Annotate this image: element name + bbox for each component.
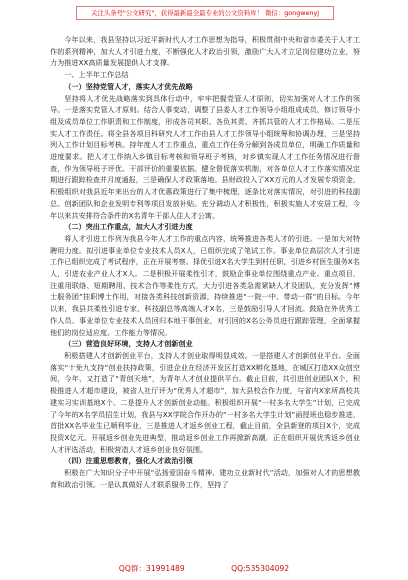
body-paragraph: 将人才引进工作列为我县今年人才工作的重点内容，统筹推进各类人才的引进。一是加大对特聘用力度。拟引进事业单位专业技术人员X人，已组织完成了笔试工作。事业单位高层次人才引进工作已组织完成了考试程序，正在开展考察。择优引进X名大学生到村任职，引进乡村医生服务X名人，引进农业产业人才X人。二是积极开展柔性引才，鼓励企事业单位围绕重点产业、重点项目，注重用联络、短期聘用、技术合作等柔性方式，大力引进各类急需紧缺人才及团队，充分发挥“博士服务团”挂职博士作用，对接各类科技创新资源，持续推进“一院一中、带动一群”的目标。今年以来，我县共柔性引进专家、科技副总等高端人才X名，三是鼓励引导人才回流。鼓励在外优秀工作人员、事业单位专业技术人员回归本地干事创业，对引回的X名公务员进行跟踪管理，全面掌握他们的岗位适应度、工作能力等情况。 — [50, 233, 360, 337]
document-body — [50, 34, 360, 544]
body-paragraph: 积极在广大知识分子中开展“弘扬爱国奋斗精神、建功立业新时代”活动，加强对人才的思想教育和政治引领。一是认真做好人才联系服务工作，坚持了 — [50, 468, 360, 489]
subsection-heading: （三）营造良好环境，支持人才创新创业 — [64, 339, 193, 349]
subsection-heading: （二）突出工作重点，加大人才引进力度 — [64, 222, 193, 232]
qq-text: QQ:535304092 — [231, 564, 290, 573]
body-paragraph: 积极搭建人才创新创业平台，支持人才创业取得明显成效。一是搭建人才创新创业平台。全面落实“十免九支持”创业扶持政策，引进企业在经济开发区打造XX孵化基地，在城区打造XX众创空间，今年，又打造了“青创天地”，为青年人才创业提供平台。截止目前，共引进创业团队X个，积极推进人才超市建设，被省人社厅评为“优秀人才超市”，加大县校合作力度，与省内X家所高校共建实习实训基地X个。二是提升人才创新创业动能。积极组织开展“一村多名大学生”计划，已完成了今年的X名学员招生计划，我县与XX学院合作开办的“一村多名大学生计划”函授班也稳步推进，首批XX名毕业生已顺利毕业，三是推进人才返乡创业工程，截止目前，全县新登的项目X个，完成投资X亿元。开展返乡创业先进典型，推动返乡创业工作再掀新高潮，正在组织开展优秀返乡创业人才评选活动，积极营造人才返乡创业良好氛围。 — [50, 350, 360, 454]
contact-footer — [0, 562, 408, 576]
subsection-heading: （一）坚持党管人才，落实人才优先战略 — [64, 81, 193, 91]
body-paragraph: 坚持将人才优先战略落实到具体行动中，牢牢把握党管人才原则，切实加强对人才工作的领导。一是落实党管人才原则。结合人事变动，调整了县委人才工作领导小组组成成员，修订领导小组及成员单位工作职责和工作制度，形成各司其职、各负其责、齐抓共管的人才工作格局。二是压实人才工作责任。将全县各项目科研究人才工作由县人才工作领导小组统筹和协调办理，三是坚持列入工作计划目标考核。持年度人才工作重点，重点工作任务分解到各成员单位，明确工作质量和进度要求。把人才工作纳入乡镇目标考核和领导班子考核，对乡镇实现人才工作任务情况进行督查，作为领导班子评优、干部评价的重要依据。健全督促落实机制，对各单位人才工作落实情况定期进行跟踪检查并月度通报，三是确保人才政策落地。县财政投入了XX万元的人才发展专项资金，积极组织对我县近年来出台的人才优惠政策进行了集中梳理，逐条比对落实情况，对引进的科技副总、创新团队和企业发明专利等项目发放补贴。充分调动人才积极性，积极实施人才安居工程，今年以来共安排符合条件的X名青年干部人住人才公寓。 — [50, 93, 360, 220]
promo-banner: 关注头条号"公文研究"，获得最新最全最专业的公文资料库！ 微信：gongwenyj — [76, 6, 334, 20]
subsection-heading: （四）注重思想教育，强化人才政治引领 — [64, 456, 193, 466]
qq-group-text: QQ群：31991489 — [118, 564, 185, 573]
section-heading: 一、上半年工作总结 — [64, 70, 129, 80]
body-paragraph: 今年以来，我县坚持以习近平新时代人才工作思想为指导，积极贯彻中央和省市委关于人才工作的系列精神，加大人才引进力度，不断强化人才政治引领，激励广大人才立足岗位建功立业，努力为推进XX高质量发展提供人才支撑。 — [50, 35, 360, 68]
